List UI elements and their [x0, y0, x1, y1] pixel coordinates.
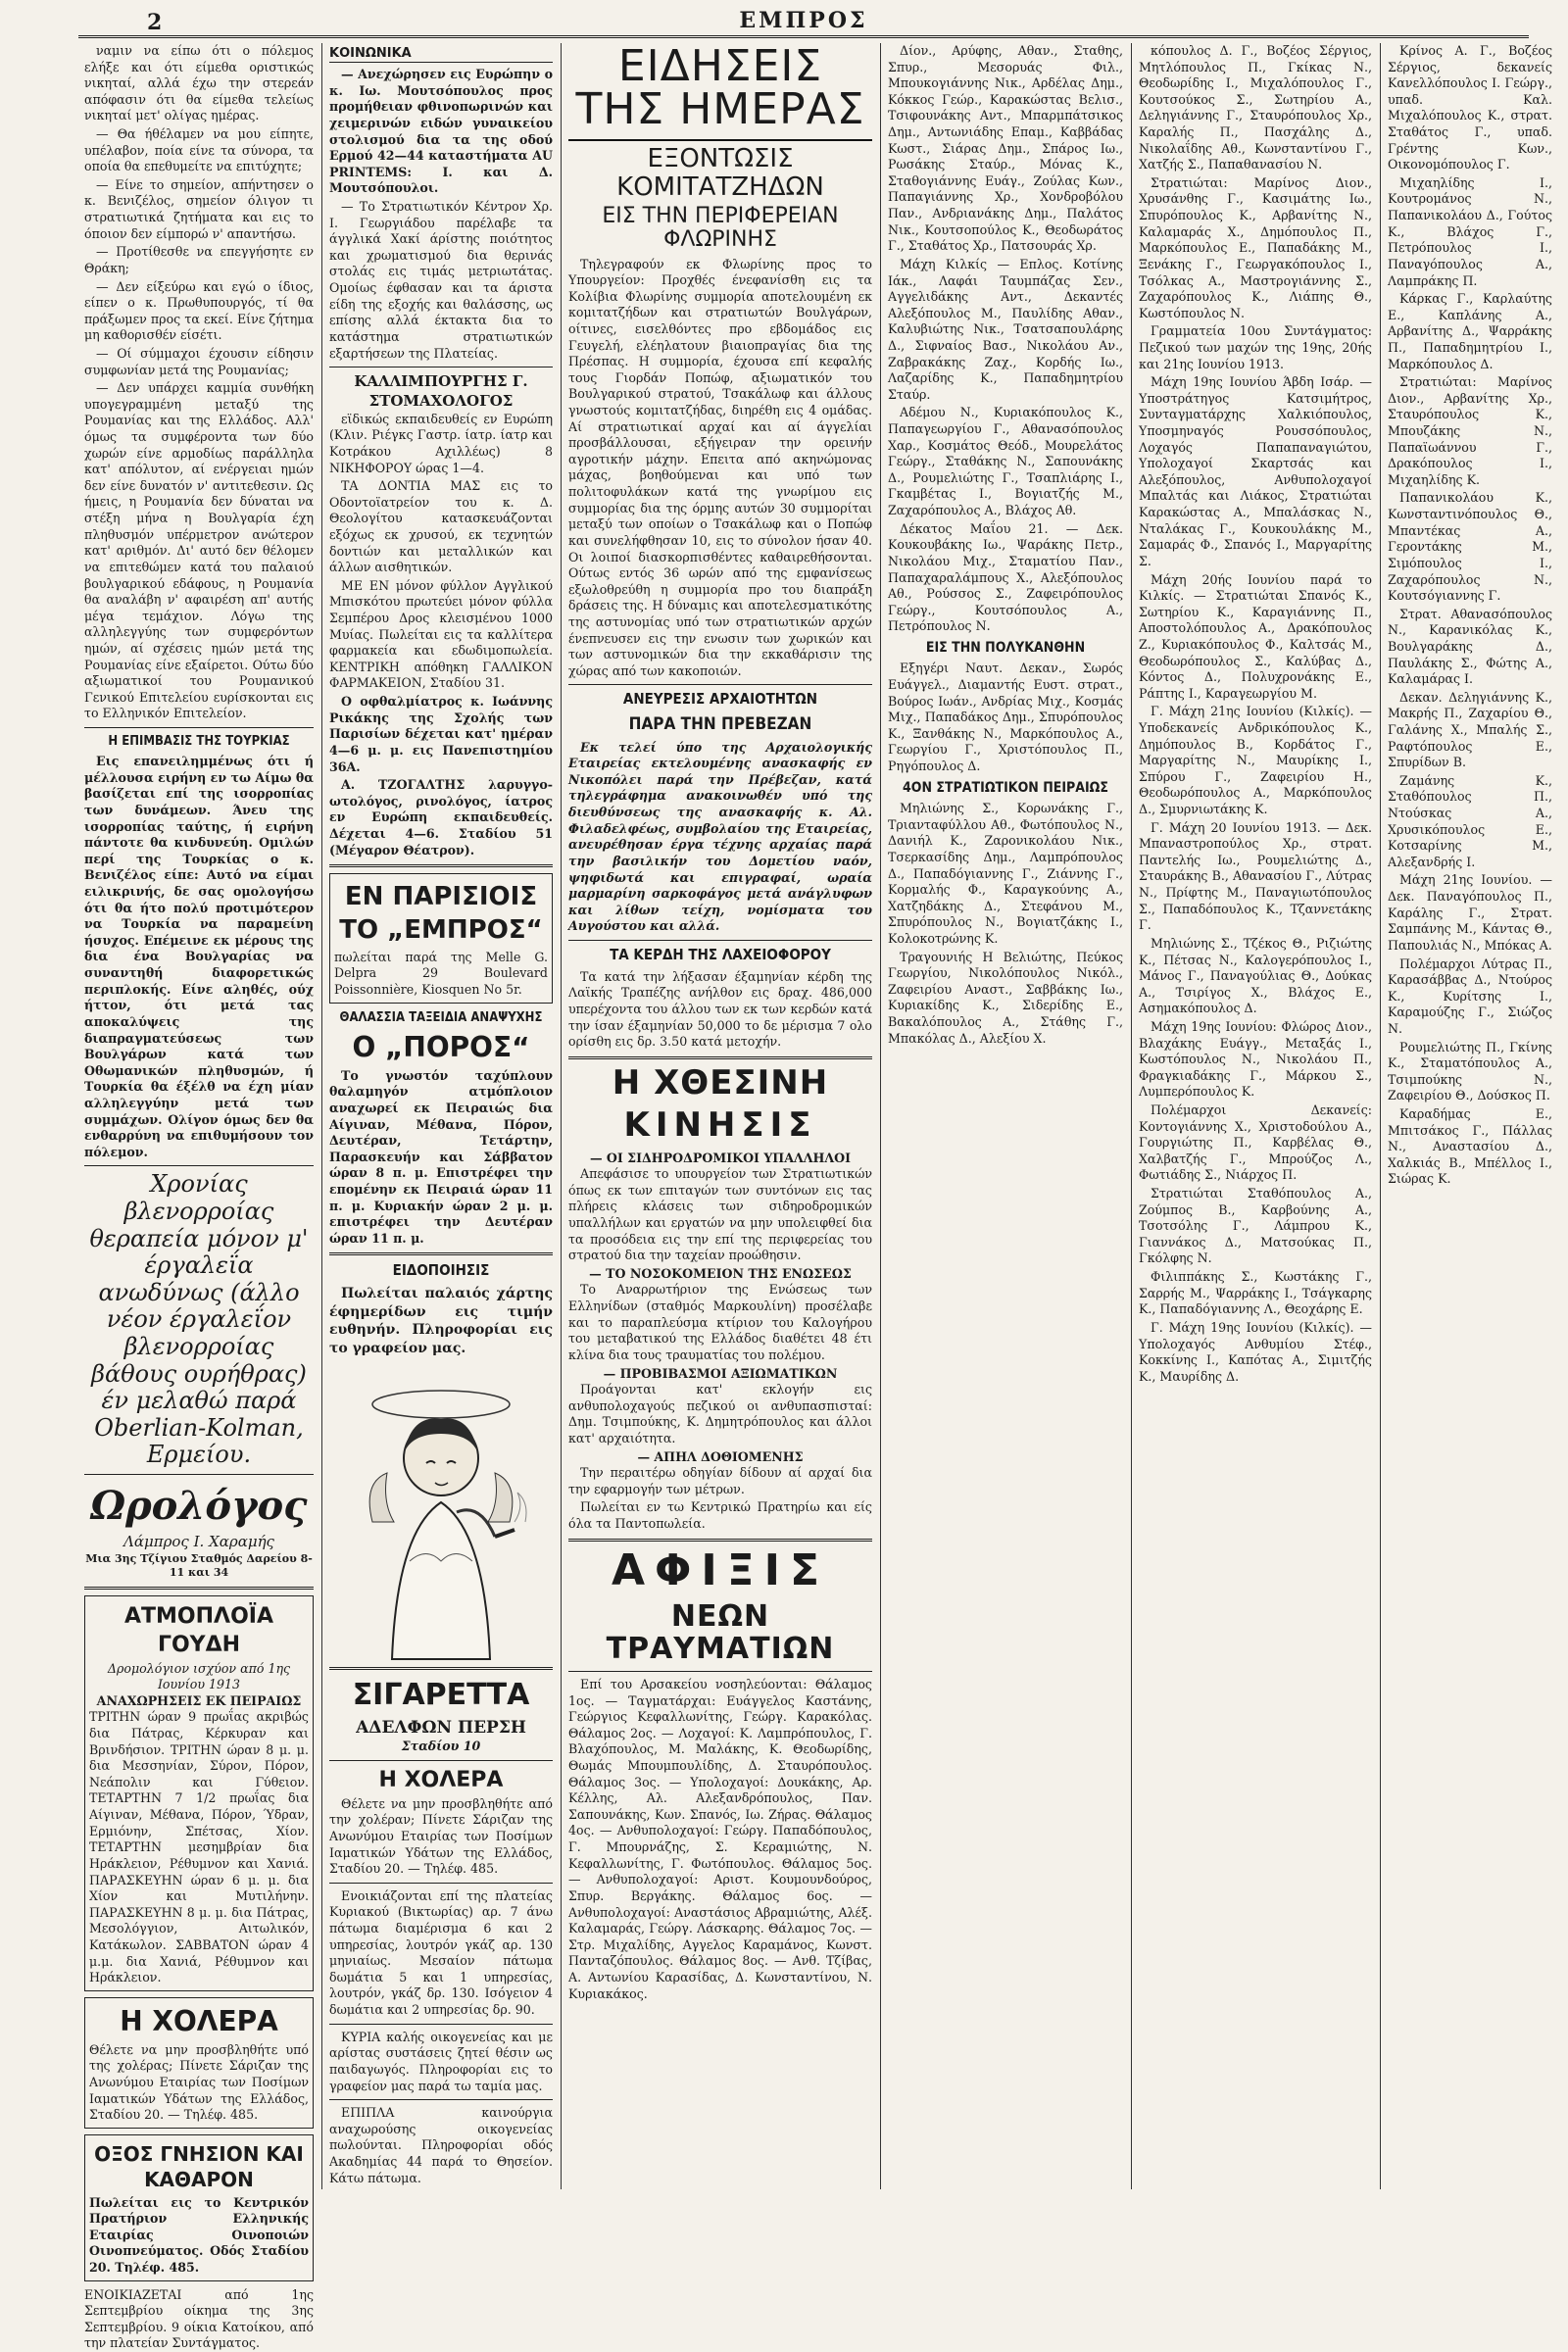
page-number: 2 — [147, 10, 163, 35]
column-2 — [323, 43, 559, 2189]
social-note: — Το Στρατιωτικόν Κέντρον Χρ. Ι. Γεωργιάδου παρέλαβε τα άγγλικά Χακί άρίστης ποιότητος και χρωματισμού δια θερινάς στολάς εις τιμάς μετριωτάτας. Ομοίως έφθασαν και τα άριστα είδη της εξοχής και θαλάσσης, ως επίσης αλλά έκτακτα δια το κατάστημα στρατιωτικών εξαρτήσεων της Πλατείας. — [329, 199, 553, 361]
advertisement-vinegar-text: Πωλείται εις το Κεντρικόν Πρατήριον Ελληνικής Εταιρίας Οινοποιών Οινοπνεύματος. Οδός Σταδίου 20. Τηλέφ. 485. — [89, 2194, 309, 2275]
divider — [568, 940, 872, 941]
casualty-list: Κρίνος Α. Γ., Βοζέος Σέργιος, δεκανείς Κανελλόπουλος Ι. Γεώργ., υπαδ. Καλ. Μιχαλόπουλος Κ., στρατ. Σταθάτος Γ., υπαδ. Γρέντης Κων., Οικονομόπουλος Γ. — [1388, 43, 1552, 172]
column-rule — [321, 43, 322, 2189]
advertisement-shipping — [84, 1595, 314, 1991]
subheading: — ΤΟ ΝΟΣΟΚΟΜΕΙΟΝ ΤΗΣ ΕΝΩΣΕΩΣ — [589, 1265, 852, 1281]
casualty-list: Δίον., Αρύφης, Αθαν., Σταθης, Σπυρ., Μεσορυάς Φιλ., Μπουκογιάννης Νικ., Αρδέλας Δημ., Κόκκος Γεώρ., Καρακώστας Βελισ., Τσιφουνάκης Αντ., Μπαρμπάτσικος Δημ., Αντωνιάδης Επαμ., Καββάδας Κωστ., Σιάρας Δημ., Σπάρος Ιω., Ρωσάκης Σταύρ., Μόνας Κ., Σταθογιάννης Ευάγ., Ζούλας Κων., Παπαγιάννης Χρ., Χονδροβόλου Παν., Ανδριανάκης Δημ., Παλάτος Νικ., Κουτσοπούλος Κ., Θεοδωράτος Γ., Σταθάτος Χρ., Πατσουράς Χρ. — [888, 43, 1123, 254]
casualty-list: Μηλιώνης Σ., Τζέκος Θ., Ριζιώτης Κ., Πέτσας Ν., Καλογερόπουλος Ι., Μάνος Γ., Παναγούλιας Θ., Δούκας Α., Τσιρίγος Χ., Βλάχος Ε., Ασημακόπουλος Δ. — [1139, 935, 1372, 1016]
column-rule — [561, 43, 562, 2189]
casualty-list: Φιλιππάκης Σ., Κωστάκης Γ., Σαρρής Μ., Ψαρράκης Ι., Τσάγκαρης Κ., Παπαδόγιαννης Λ., Θεοχάρης Ε. — [1139, 1269, 1372, 1317]
casualty-list: Πολέμαρχοι Δεκανείς: Κοντογιάννης Χ., Χριστοδούλου Α., Γουργιώτης Π., Καρβέλας Θ., Χαλβατζής Γ., Μπρούζος Λ., Φωτιάδης Σ., Νιάρχος Π. — [1139, 1102, 1372, 1183]
headline: ΤΑ ΚΕΡΔΗ ΤΗΣ ΛΑΧΕΙΟΦΟΡΟΥ — [610, 945, 831, 963]
advertisement-cholera — [84, 1997, 314, 2129]
casualty-list: Πολέμαρχοι Λύτρας Π., Καρασάββας Δ., Ντούρος Κ., Κυρίτσης Ι., Καραμούζης Γ., Σιώζος Ν. — [1388, 956, 1552, 1036]
casualty-list: Ζαμάνης Κ., Σταθόπουλος Π., Ντούσκας Α., Χρυσικόπουλος Ε., Κοτσαρίνης Μ., Αλεξανδρής Ι. — [1388, 772, 1552, 869]
casualty-list: Μάχη Κιλκίς — Επλος. Κοτίνης Ιάκ., Λαφάι Ταυμπάζας Σεν., Αγγελιδάκης Αντ., Δεκαντές Αλεξόπουλος Μ., Παυλίδης Αθαν., Καλυβιώτης Νικ., Τσατσαπουλάρης Δ., Σιφναίος Βασ., Νικολάου Αν., Ζαβρακάκης Ζαχ., Κορδής Ιω., Λαζαρίδης Κ., Παπαδημητρίου Σταύρ. — [888, 256, 1123, 402]
social-note: ΤΑ ΔΟΝΤΙΑ ΜΑΣ εις το Οδοντοϊατρείον του κ. Δ. Θεολογίτου κατασκευάζονται εξόχως εκ χρυσού, εκ τεχνητών δοντιών και μεταλλικών και άλλων αισθητικών. — [329, 478, 553, 575]
article-text: — Δεν είξεύρω και εγώ ο ίδιος, είπεν ο κ. Πρωθυπουργός, τί θα πράξωμεν προς τα εκεί. Είνε ζήτημα μη καθορισθέν είσέτι. — [84, 278, 314, 343]
column-4 — [882, 43, 1129, 2189]
advertisement-cholera2-text: Θέλετε να μην προσβληθήτε από την χολέραν; Πίνετε Σάριζαν της Ανωνύμου Εταιρίας των Ποσίμων Ιαματικών Υδάτων της Ελλάδος, Σταδίου 20. — Τηλέφ. 485. — [329, 1795, 553, 1877]
divider — [84, 727, 314, 728]
article-text: Προάγονται κατ' εκλογήν εις ανθυπολοχαγούς πεζικού οι ανθυπασπισταί: Δημ. Τσιμπούκης, Κ. Δημητρόπουλος και άλλοι κατ' αρχαιότητα. — [568, 1382, 872, 1446]
advertisement-shipping-title: ΑΤΜΟΠΛΟΪΑ ΓΟΥΔΗ — [124, 1603, 273, 1657]
headline: ΕΞΟΝΤΩΣΙΣ ΚΟΜΙΤΑΤΖΗΔΩΝ — [616, 144, 824, 202]
article-text: — Οί σύμμαχοι έχουσιν είδησιν συμφωνίαν μετά της Ρουμανίας; — [84, 345, 314, 377]
column-1 — [78, 43, 319, 2351]
headline: ΑΝΕΥΡΕΣΙΣ ΑΡΧΑΙΟΤΗΤΩΝ — [622, 690, 818, 709]
article-text: Το Αναρρωτήριον της Ενώσεως των Ελληνίδων (σταθμός Μαρκουλίνη) προσέλαβε και το παραπλεύσμα κτίριον του Καλογήρου του μεταβατικού της Ελλάδος διαθέτει 48 έτι κλίνα δια τους τραυματίας του πολέμου. — [568, 1282, 872, 1362]
article-text: — Δεν υπάρχει καμμία συνθήκη υπογεγραμμένη μεταξύ της Ρουμανίας και της Ελλάδος. Αλλ' όμως τα συμφέροντα των δύο χωρών είνε αρμοδίως παράλληλα κατ' απόλυτον, αί ενέργειαι ημών δεν είνε δυνατόν ν' αντιτεθεσιν. Ως ήμεις, η Ρουμανία δεν δύναται να στέξη μήνα η Βουλγαρία έχη πληθυσμόν υπέρμετρον ανώτερον κατ' αριθμόν. Δι' αυτό δεν θέλομεν να επιτεθώμεν κατά του παλαιού βουλγαρικού εδάφους, η Ρουμανία θα αναλάβη ν' αφαιρέση απ' αυτής μέγα τεμάχιον. Λόγω της αλληλεγγύης των συμφερόντων ημών, αί σχέσεις ημών μετά της Ρουμανίας είνε εξαίρετοι. Ούτω δύο αξιωματικοί του Ρουμανικού Γενικού Επιτελείου ευρίσκονται εις το Ελληνικόν Επιτελείον. — [84, 380, 314, 721]
casualty-list: Μάχη 20ής Ιουνίου παρά το Κιλκίς. — Στρατιώται Σπανός Κ., Σωτηρίου Κ., Καραγιάννης Π., Αποστολόπουλος Α., Δρακόπουλος Ζ., Κυριακόπουλος Φ., Καλτσάς Μ., Θεοδωρόπουλος Σ., Καλύβας Δ., Κόντος Δ., Πολυχρονάκης Ε., Ράπτης Ι., Καραγεωργίου Μ. — [1139, 571, 1372, 701]
casualty-list: Δεκαν. Δεληγιάννης Κ., Μακρής Π., Ζαχαρίου Θ., Γαλάνης Χ., Μπαλής Σ., Ραφτόπουλος Ε., Σπυρίδων Β. — [1388, 689, 1552, 770]
advertisement-medical: Χρονίας βλενορροίας θεραπεία μόνον μ' έργαλεΐα ανωδύνως (άλλο νέον έργαλεΐον βλενορροίας βάθους ουρήθρας) έν μελαθώ παρά Oberlian-Kolman, Ερμείου. — [89, 1170, 309, 1469]
divider — [329, 1883, 553, 1884]
subheading: — ΠΡΟΒΙΒΑΣΜΟΙ ΑΞΙΩΜΑΤΙΚΩΝ — [603, 1365, 838, 1381]
social-note: Ο οφθαλμίατρος κ. Ιωάννης Ρικάκης της Σχολής των Παρισίων δέχεται κατ' ημέραν 4—6 μ. μ. εις Πανεπιστημίου 36Α. — [329, 694, 553, 774]
article-text: ναμιν να είπω ότι ο πόλεμος ελήξε και ότι είμεθα οριστικώς νικηταί, αλλά έχω την στερεάν απόφασιν ότι θα είμεθα τελείως νικηταί μετ' ολίγας ημέρας. — [84, 43, 314, 123]
advertisement-cruise-title: Ο „ΠΟΡΟΣ“ — [352, 1030, 530, 1063]
casualty-list: Μάχη 19ης Ιουνίου Άβδη Ισάρ. — Υποστράτηγος Κατσιμήτρος, Συνταγματάρχης Χαλκιόπουλος, Υποσμηναγός Ρουσσόπουλος, Λοχαγός Παπαπαναγιώτου, Υπολοχαγοί Σκαρτσάς και Αλεξόπουλος, Ανθυπολοχαγοί Μπαλτάς και Λιάκος, Στρατιώται Καρακώστας Α., Μπαλάσκας Ν., Νταλάκας Γ., Κουκουλάκης Μ., Σαμαράς Φ., Σπανός Ι., Μαργαρίτης Σ. — [1139, 374, 1372, 568]
divider — [329, 864, 553, 867]
section-heading: Η ΕΠΙΜΒΑΣΙΣ ΤΗΣ ΤΟΥΡΚΙΑΣ — [108, 733, 290, 749]
social-note: ΜΕ ΕΝ μόνον φύλλον Αγγλικού Μπισκότου πρωτεύει μόνον φύλλα Σεμπέρου Δρος κλεισμένου 1000 Μυίας. Πωλείται εις τα καλλίτερα φαρμακεία και εδωδιμοπωλεία. ΚΕΝΤΡΙΚΗ απόθηκη ΓΑΛΛΙΚΟΝ ΦΑΡΜΑΚΕΙΟΝ, Σταδίου 31. — [329, 577, 553, 691]
section-heading: 4ΟΝ ΣΤΡΑΤΙΩΤΙΚΟΝ ΠΕΙΡΑΙΩΣ — [902, 779, 1108, 796]
article-text: Πωλείται εν τω Κεντρικώ Πρατηρίω και είς όλα τα Παντοπωλεία. — [568, 1499, 872, 1531]
advertisement-watchmaker-title: Ωρολόγος — [90, 1482, 308, 1529]
casualty-list: Στρατιώται Σταθόπουλος Α., Ζούμπος Β., Καρβούνης Α., Τσοτσόλης Γ., Λάμπρου Κ., Γιαννάκος Δ., Ματσούκας Π., Γκόλφης Ν. — [1139, 1186, 1372, 1266]
casualty-list: Μάχη 19ης Ιουνίου: Φλώρος Διον., Βλαχάκης Ευάγγ., Μεταξάς Ι., Κωστόπουλος Ν., Νικολάου Π., Φραγκιαδάκης Γ., Μάρκου Σ., Λυμπερόπουλος Κ. — [1139, 1018, 1372, 1100]
divider — [329, 1760, 553, 1761]
casualty-list: Στρατιώται: Μαρίνος Διον., Αρβανίτης Χρ., Σταυρόπουλος Κ., Μπουζάκης Ν., Παπαϊωάννου Γ., Δρακόπουλος Ι., Μιχαηλίδης Κ. — [1388, 374, 1552, 487]
divider — [84, 1165, 314, 1166]
divider — [568, 684, 872, 685]
divider — [329, 1667, 553, 1670]
divider — [84, 1474, 314, 1475]
column-3 — [563, 43, 878, 2189]
casualty-list: Καραδήμας Ε., Μπιτσάκος Γ., Πάλλας Ν., Αναστασίου Δ., Χαλκιάς Β., Μπέλλος Ι., Σιώρας Κ. — [1388, 1106, 1552, 1187]
news-banner: ΕΙΔΗΣΕΙΣ ΤΗΣ ΗΜΕΡΑΣ — [568, 43, 872, 141]
advertisement-shipping-sub: Δρομολόγιον ισχύον από 1ης Ιουνίου 1913 — [107, 1660, 291, 1692]
casualty-list: Στρατιώται: Μαρίνος Διον., Χρυσάνθης Γ., Κασιμάτης Ιω., Σπυρόπουλος Κ., Αρβανίτης Ν., Καλαμαράς Χ., Δημόπουλος Π., Μαρκόπουλος Ε., Παπαδάκης Μ., Ξενάκης Γ., Γεωργακόπουλος Ι., Τσόλκας Α., Μαστρογιάννης Σ., Ζαχαρόπουλος Κ., Λιάπης Θ., Κωστόπουλος Ν. — [1139, 174, 1372, 320]
casualty-list: Εξηγέρι Ναυτ. Δεκαν., Σωρός Ευάγγελ., Διαμαντής Ευστ. στρατ., Βούρος Ιωάν., Ανδρίας Μιχ., Κοσμάς Μιχ., Παπαδάκος Δημ., Σπυρόπουλος Κ., Ξανθάκης Ν., Μαρκόπουλος Α., Γεωργίου Γ., Χριστόπουλος Π., Ρηγόπουλος Δ. — [888, 661, 1123, 774]
article-text: — Θα ήθέλαμεν να μου είπητε, υπέλαβον, ποία είνε τα σύνορα, τα οποία θα επεθυμείτε να επιτύχητε; — [84, 126, 314, 174]
section-kicker: ΚΟΙΝΩΝΙΚΑ — [329, 45, 553, 63]
column-rule — [880, 43, 881, 2189]
advertisement-cholera-title: Η ΧΟΛΕΡΑ — [120, 2004, 278, 2037]
advertisement-shipping-head: ΑΝΑΧΩΡΗΣΕΙΣ ΕΚ ΠΕΙΡΑΙΩΣ — [96, 1692, 302, 1708]
headline-sub: ΠΑΡΑ ΤΗΝ ΠΡΕΒΕΖΑΝ — [628, 714, 812, 735]
headline: Η ΧΘΕΣΙΝΗ — [612, 1062, 829, 1102]
casualty-list: Μηλιώνης Σ., Κορωνάκης Γ., Τριανταφύλλου Αθ., Φωτόπουλος Ν., Δανιήλ Κ., Ζαρονικολάου Νικ., Τσερκασίδης Δημ., Λαμπρόπουλος Δ., Παπαδόγιαννης Γ., Ζιάννης Γ., Κορμαλής Φ., Καραγκούνης Α., Χατζηδάκης Δ., Στεφάνου Μ., Σπυρόπουλος Ν., Βογιατζάκης Ι., Κολοκοτρώνης Κ. — [888, 801, 1123, 947]
divider — [329, 2024, 553, 2025]
notice-kicker: ΕΙΔΟΠΟΙΗΣΙΣ — [392, 1261, 490, 1280]
column-rule — [1380, 43, 1381, 2189]
classified-rent: ΕΝΟΙΚΙΑΖΕΤΑΙ από 1ης Σεπτεμβρίου οίκημα της 3ης Σεπτεμβρίου. 9 οίκια Κατοίκου, από την πλατείαν Συντάγματος. — [84, 2286, 314, 2351]
column-6 — [1382, 43, 1558, 2189]
advertisement-cruise-text: Το γνωστόν ταχύπλουν θαλαμηγόν ατμόπλοιον αναχωρεί εκ Πειραιώς δια Αίγιναν, Μέθανα, Πόρον, Δευτέραν, Τετάρτην, Παρασκευήν και Σάββατον ώραν 8 π. μ. Επιστρέφει την επομένην εκ Πειραιά ώραν 11 π. μ. Κυριακήν ώραν 2 μ. μ. επιστρέφει την Δευτέραν ώραν 11 π. μ. — [329, 1067, 553, 1246]
casualty-list: κόπουλος Δ. Γ., Βοζέος Σέργιος, Μητλόπουλος Π., Γκίκας Ν., Θεοδωρίδης Ι., Μιχαλόπουλος Γ., Κουτσούκος Σ., Σωτηρίου Α., Δεληγιάννης Γ., Σταυρόπουλος Χρ., Καραλής Π., Πασχάλης Δ., Νικολαΐδης Αθ., Κωνσταντίνου Γ., Χατζής Σ., Παπαθανασίου Ν. — [1139, 43, 1372, 172]
advertisement-watchmaker-address: Μια 3ης Τζίγιου Σταθμός Δαρείου 8-11 και 34 — [85, 1551, 313, 1580]
advertisement-cholera-text: Θέλετε να μην προσβληθήτε υπό της χολέρας; Πίνετε Σάριζαν της Ανωνύμου Εταιρίας των Ποσίμων Ιαματικών Υδάτων της Ελλάδος, Σταδίου 20. — Τηλέφ. 485. — [89, 2041, 309, 2123]
headline: ΚΙΝΗΣΙΣ — [623, 1105, 817, 1146]
casualty-list: Γ. Μάχη 20 Ιουνίου 1913. — Δεκ. Μπαναστροπούλος Χρ., στρατ. Παντελής Ιω., Ρουμελιώτης Δ., Σταυράκης Β., Αθανασίου Γ., Λύτρας Ν., Πρίφτης Μ., Παναγιωτόπουλος Σ., Παπαδόπουλος Κ., Τζαννετάκης Γ. — [1139, 819, 1372, 933]
casualty-list: Δέκατος Μαΐου 21. — Δεκ. Κουκουβάκης Ιω., Ψαράκης Πετρ., Νικολάου Μιχ., Σταματίου Παν., Παπαχαραλάμπους Χ., Αλεξόπουλος Αθ., Ρούσσος Σ., Ζαφειρόπουλος Γεώργ., Κουτσόπουλος Α., Πετρόπουλος Ν. — [888, 520, 1123, 634]
casualty-list: Μάχη 21ης Ιουνίου. — Δεκ. Παναγόπουλος Π., Καράλης Γ., Στρατ. Σαμπάνης Μ., Κάντας Θ., Παπουλιάς Ν., Μπόκας Α. — [1388, 872, 1552, 953]
social-note: Α. ΤΖΟΓΑΛΤΗΣ λαρυγγο-ωτολόγος, ρινολόγος, ίατρος εν Ευρώπη εκπαιδευθείς. Δέχεται 4—6. Σταδίου 51 (Μέγαρον Θέατρον). — [329, 777, 553, 858]
article-text: Την περαιτέρω οδηγίαν δίδουν αί αρχαί δια την εφαρμογήν των μέτρων. — [568, 1465, 872, 1496]
column-5 — [1133, 43, 1378, 2189]
article-text: Εκ τελεί ύπο της Αρχαιολογικής Εταιρείας εκτελουμένης ανασκαφής εν Νικοπόλει παρά την Πρέβεζαν, κατά τηλεγράφημα ανακοινωθέν υπό της διευθύνσεως της ανασκαφής κ. Αλ. Φιλαδελφέως, συμβολαίου της Εταιρείας, ανευρέθησαν έργα τέχνης αρχαίας παρά την βασιλικήν του Δομετίου ναόν, ψηφιδωτά και επιγραφαί, ωραία μαρμαρίνη σαρκοφάγος μετά ανάγλυφων και λίθων τείχη, νομίσματα του Αυγούστου και αλλά. — [568, 739, 872, 934]
casualty-list: Τραγουνιής Η Βελιώτης, Πεύκος Γεωργίου, Νικολόπουλος Νικόλ., Ζαφειρίου Αναστ., Σαββάκης Ιω., Κυριακίδης Κ., Σιδερίδης Ε., Βακαλόπουλος Α., Στάθης Γ., Μπακόλας Δ., Αλεξίου Χ. — [888, 949, 1123, 1046]
advertisement-cruise-kicker: ΘΑΛΑΣΣΙΑ ΤΑΞΕΙΔΙΑ ΑΝΑΨΥΧΗΣ — [339, 1009, 543, 1025]
article-text: Τηλεγραφούν εκ Φλωρίνης προς το Υπουργείον: Προχθές ένεφανίσθη εις τα Κολίβια Φλωρίνης συμμορία αποτελουμένη εκ κομιτατζήδων και στρατιωτών Βουλγάρων, οίτινες, εισελθόντες προ εβδομάδος εις Γευγελή, ελέηλατουν βιαιοπραγίας δια της Πρέσπας. Η συμμορία, έχουσα επί κεφαλής τους Γιορδάν Ποπώφ, αξιωματικόν του Βουλγαρικού στρατού, Τσακάλωφ και άλλους γνωστούς κομιτατζήδας, διηρέθη εις 4 ομάδας. Αί στρατιωτικαί αρχαί και αί άγγελίαι προσβάλλουσαι, εξήγειραν την ορεινήν αγροτικήν μάχην. Επειτα από ακηνώμονας μάχας, βοηθούμεναι και υπό των πολιτοφυλάκων κατά της γνωρίμου εις συμμορίας δια της όρμης αυτών 30 συμμορίται μεταξύ των οποίων ο Τσακάλωφ και ο Ποπώφ και συνελήφθησαν 10, εις το σύνολον ήσαν 40. Οι λοιποί διασκορπισθέντες καθαιρεθήσονται. Ούτως εντός 36 ωρών από της εμφανίσεως εξωλοθρεύθη η συμμορία προ του διαπράξη δράσεις της. Η δύναμις και αποτελεσματικότης της αστυνομίας υπό των στρατιωτικών αρχών ένεπνευσεν εις την ενωσιν των χωρικών και των αστυνομικών δια την εκκαθάρισιν της χώρας από των κακοποιών. — [568, 256, 872, 678]
article-text: Εις επανειλημμένως ότι ή μέλλουσα ειρήνη εν τω Αίμω θα βασίζεται επί της ισορροπίας των δυνάμεων. Άνευ της ισορροπίας ταύτης, ή ειρήνη πάντοτε θα κινδυνεύη. Ομιλών περί της Τουρκίας ο κ. Βενιζέλος είπε: Αυτό να είμαι ειλικρινής, δε σας ομολογήσω ότι θα ήτο πολύ προτιμότερον να Τουρκία να παραμείνη ήσυχος. Επέμεινε εκ μέρους της δια ένα Βουλγαρίας να συναντηθή διαφορετικώς περιπλοκής. Είνε αληθές, ούχ ήττον, ότι μετά τας αποκαλύψεις της διαπραγματεύσεως των Βουλγάρων κατά των Οθωμανικών πληθυσμών, ή Τουρκία θα έξέλθ να έχη μίαν αλληλεγγύην μετά των συμμάχων. Ολίγον όμως δεν θα ενθαρρύνη να επιθυμήσουν τον πόλεμον. — [84, 754, 314, 1159]
headline: ΑΦΙΞΙΣ — [611, 1544, 830, 1595]
advertisement-cholera2-title: Η ΧΟΛΕΡΑ — [378, 1767, 504, 1792]
classified-text: ΚΥΡΙΑ καλής οικογενείας και με αρίστας συστάσεις ζητεί θέσιν ως παιδαγωγός. Πληροφορίαι εις το γραφείον μας παρά τω ταμία μας. — [329, 2029, 553, 2093]
headline: ΝΕΩΝ ΤΡΑΥΜΑΤΙΩΝ — [606, 1598, 835, 1666]
masthead-title: ΕΜΠΡΟΣ — [739, 8, 868, 33]
advertisement-cigarette-sub: ΑΔΕΛΦΩΝ ΠΕΡΣΗ — [356, 1717, 526, 1738]
masthead — [78, 6, 1529, 38]
casualty-list: Στρατ. Αθανασόπουλος Ν., Καρανικόλας Κ., Βουλγαράκης Δ., Παυλάκης Σ., Φώτης Α., Καλαμάρας Ι. — [1388, 606, 1552, 687]
article-text: — Είνε το σημείον, απήντησεν ο κ. Βενιζέλος, σημείον όλιγον τι στρατιωτικά ζητήματα και εις το όποιον δεν είμπορώ ν' απαντήσω. — [84, 176, 314, 241]
divider — [568, 1671, 872, 1672]
casualty-list: Ρουμελιώτης Π., Γκίνης Κ., Σταματόπουλος Α., Τσιμπούκης Ν., Ζαφειρίου Θ., Δούσκος Π. — [1388, 1039, 1552, 1103]
advertisement-cigarette-title: ΣΙΓΑΡΕΤΤΑ — [352, 1678, 530, 1713]
casualty-list: Κάρκας Γ., Καρλαύτης Ε., Καπλάνης Α., Αρβανίτης Δ., Ψαρράκης Π., Παπαδημητρίου Ι., Μαρκόπουλος Δ. — [1388, 291, 1552, 371]
casualty-list: Γ. Μάχη 21ης Ιουνίου (Κιλκίς). — Υποδεκανείς Ανδρικόπουλος Κ., Δημόπουλος Β., Κορδάτος Γ., Μαργαρίτης Ν., Μαυρίκης Ι., Σπύρου Γ., Ζαφειρίου Η., Θεοδωρόπουλος Α., Μαρκόπουλος Δ., Σμυρνιωτάκης Κ. — [1139, 704, 1372, 817]
advertisement-doctor-text: εϊδικώς εκπαιδευθείς εν Ευρώπη (Κλιν. Ριέγκς Γαστρ. ίατρ. ίατρ και Κοτράκου Αχιλλέως) 8 ΝΙΚΗΦΟΡΟΥ ώρας 1—4. — [329, 411, 553, 475]
advertisement-paris-text: πωλείται παρά της Melle G. Delpra 29 Boulevard Poissonnière, Kiosquen No 5r. — [334, 949, 548, 998]
subheading: — ΑΠΗΛ ΔΟΘΙΟΜΕΝΗΣ — [637, 1448, 804, 1464]
divider — [329, 2099, 553, 2100]
woman-portrait-illustration — [333, 1365, 549, 1659]
divider — [568, 1056, 872, 1059]
article-text: — Προτίθεσθε να επεγγήσητε εν Θράκη; — [84, 244, 314, 275]
notice-text: Πωλείται παλαιός χάρτης έφημερίδων εις τιμήν ευθηνήν. Πληροφορίαι εις το γραφείον μας. — [329, 1286, 553, 1356]
casualty-list: Γ. Μάχη 19ης Ιουνίου (Κιλκίς). — Υπολοχαγός Ανθυμίου Στέφ., Κοκκίνης Ι., Καπότας Α., Σιμιτζής Κ., Μαυρίδης Δ. — [1139, 1319, 1372, 1384]
headline-sub: ΕΙΣ ΤΗΝ ΠΕΡΙΦΕΡΕΙΑΝ ΦΛΩΡΙΝΗΣ — [602, 204, 839, 253]
subheading: — ΟΙ ΣΙΔΗΡΟΔΡΟΜΙΚΟΙ ΥΠΑΛΛΗΛΟΙ — [589, 1150, 852, 1165]
divider — [84, 1587, 314, 1590]
classified-text: ΕΠΙΠΛΑ καινούργια αναχωρούσης οικογενείας πωλούνται. Πληροφορίαι οδός Ακαδημίας 44 παρά το Θησείον. Κάτω πάτωμα. — [329, 2105, 553, 2185]
advertisement-cigarette-address: Σταδίου 10 — [401, 1739, 481, 1754]
article-text: Τα κατά την λήξασαν έξαμηνίαν κέρδη της Λαϊκής Τραπέζης ανήλθον εις δραχ. 486,000 υπερέχοντα του άλλου των εκ των κερδών κατά την ίσαν έξαμηνίαν 50,000 το δε μέρισμα 7 ολο ορίσθη εις δρ. 3.50 κατά μετοχήν. — [568, 968, 872, 1050]
advertisement-shipping-text: ΤΡΙΤΗΝ ώραν 9 πρωΐας ακριβώς δια Πάτρας, Κέρκυραν και Βρινδήσιον. ΤΡΙΤΗΝ ώραν 8 μ. μ. δια Μεσσηνίαν, Σύρον, Πόρον, Νεάπολιν και Γύθειον. ΤΕΤΑΡΤΗΝ 7 1/2 πρωΐας δια Αίγιναν, Μέθανα, Πόρον, Ύδραν, Ερμιόνην, Σπέτσας, Χίον. ΤΕΤΑΡΤΗΝ μεσημβρίαν δια Ηράκλειον, Ρέθυμνον και Χανιά. ΠΑΡΑΣΚΕΥΗΝ ώραν 6 μ. μ. δια Χίον και Μυτιλήνην. ΠΑΡΑΣΚΕΥΗΝ 8 μ. μ. δια Πάτρας, Μεσολόγγιον, Αιτωλικόν, Κατάκωλον. ΣΑΒΒΑΤΟΝ ώραν 4 μ.μ. δια Χανιά, Ρέθυμνον και Ηράκλειον. — [89, 1709, 309, 1985]
advertisement-watchmaker-name: Λάμπρος Ι. Χαραμής — [123, 1532, 274, 1550]
divider — [568, 1539, 872, 1542]
casualty-list: Παπανικολάου Κ., Κωνσταντινόπουλος Θ., Μπαντέκας Α., Γεροντάκης Μ., Σιμόπουλος Ι., Ζαχαρόπουλος Ν., Κουτσόγιαννης Γ. — [1388, 490, 1552, 604]
divider — [329, 367, 553, 368]
casualty-list: Μιχαηλίδης Ι., Κουτρομάνος Ν., Παπανικολάου Δ., Γούτος Κ., Βλάχος Γ., Πετρόπουλος Ι., Παναγόπουλος Α., Λαμπράκης Π. — [1388, 174, 1552, 288]
section-heading: ΕΙΣ ΤΗΝ ΠΟΛΥΚΑΝΘΗΝ — [925, 639, 1086, 656]
article-text: Απεφάσισε το υπουργείον των Στρατιωτικών όπως εκ των επιταγών των συντόνων εις τας πλήρεις κλάσεις των σιδηροδρομικών υπαλλήλων και εργατών να μην υπολειφθεί δια τα προσόδεια εις την επί της περιφερείας του στρατού δια την ταχείαν προώθησιν. — [568, 1166, 872, 1263]
social-note: — Ανεχώρησεν εις Ευρώπην ο κ. Ιω. Μουτσόπουλος προς προμήθειαν φθινοπωρινών και χειμερινών ειδών γυναικείου στολισμού δια τα της οδού Ερμού 42—44 καταστήματα ΑU PRINTEMS: Ι. και Δ. Μουτσόπουλοι. — [329, 67, 553, 196]
divider — [329, 1252, 553, 1255]
casualty-list: Γραμματεία 10ου Συντάγματος: Πεζικού των μαχών της 19ης, 20ής και 21ης Ιουνίου 1913. — [1139, 323, 1372, 371]
advertisement-paris — [329, 873, 553, 1003]
advertisement-paris-title: ΕΝ ΠΑΡΙΣΙΟΙΣ ΤΟ „ΕΜΠΡΟΣ“ — [339, 882, 543, 946]
classified-text: Ενοικιάζονται επί της πλατείας Κυριακού (Βικτωρίας) αρ. 7 άνω πάτωμα διαμέρισμα 6 και 2 υπηρεσίας, λουτρόν γκάζ αρ. 130 μηνιαίως. Μεσαίον πάτωμα δωμάτια 5 και 1 υπηρεσίας, λουτρόν, γκάζ δρ. 130. Ισόγειον 4 δωμάτια και 2 υπηρεσίας δρ. 90. — [329, 1887, 553, 2018]
casualty-list: Αδέμου Ν., Κυριακόπουλος Κ., Παπαγεωργίου Γ., Αθανασόπουλος Χαρ., Κοσμάτος Θεόδ., Μουρελάτος Γεώργ., Σταθάκης Ν., Σαπουνάκης Δ., Ρουμελιώτης Γ., Τσαπλιάρης Ι., Γκαμβέτας Ι., Βογιατζής Μ., Ζαχαρόπουλος Α., Βλάχος Αθ. — [888, 405, 1123, 518]
advertisement-vinegar-title: ΟΞΟΣ ΓΝΗΣΙΟΝ ΚΑΙ ΚΑΘΑΡΟΝ — [94, 2141, 304, 2192]
article-text: Επί του Αρσακείου νοσηλεύονται: Θάλαμος 1ος. — Ταγματάρχαι: Ευάγγελος Καστάνης, Γεώργιος Κεφαλλωνίτης, Γεώργ. Καρακόλας. Θάλαμος 2ος. — Λοχαγοί: Κ. Λαμπρόπουλος, Γ. Βλαχόπουλος, Μ. Μαλάκης, Κ. Θεοδωρίδης, Θωμάς Μπουμπουλίδης, Δ. Σταυρόπουλος. Θάλαμος 3ος. — Υπολοχαγοί: Δουκάκης, Αρ. Κέλλης, Αλ. Αλεξανδρόπουλος, Παν. Σαπουνάκης, Κων. Σπανός, Ιω. Ζήρας. Θάλαμος 4ος. — Ανθυπολοχαγοί: Γεώργ. Παπαδόπουλος, Γ. Μπουρνάζης, Σ. Κεραμιώτης, Ν. Κεφαλλωνίτης, Γ. Φωτόπουλος. Θάλαμος 5ος. — Ανθυπολοχαγοί: Αριστ. Κουμουνδούρος, Σπυρ. Βεργάκης. Θάλαμος 6ος. — Ανθυπολοχαγοί: Αναστάσιος Αβραμιώτης, Αλέξ. Καλαμαράς, Γεώργ. Λάσκαρης. Θάλαμος 7ος. — Στρ. Μιχαλίδης, Αγγελος Καραμάνος, Κωνστ. Πανταζόπουλος. Θάλαμος 8ος. — Ανθ. Τζίβας, Α. Αντωνίου Καρασίδας, Δ. Κωνσταντίνου, Ν. Κυριακάκος. — [568, 1676, 872, 2001]
advertisement-doctor-title: ΚΑΛΛΙΜΠΟΥΡΓΗΣ Γ. ΣΤΟΜΑΧΟΛΟΓΟΣ — [354, 372, 528, 410]
advertisement-vinegar — [84, 2134, 314, 2281]
column-rule — [1131, 43, 1132, 2189]
